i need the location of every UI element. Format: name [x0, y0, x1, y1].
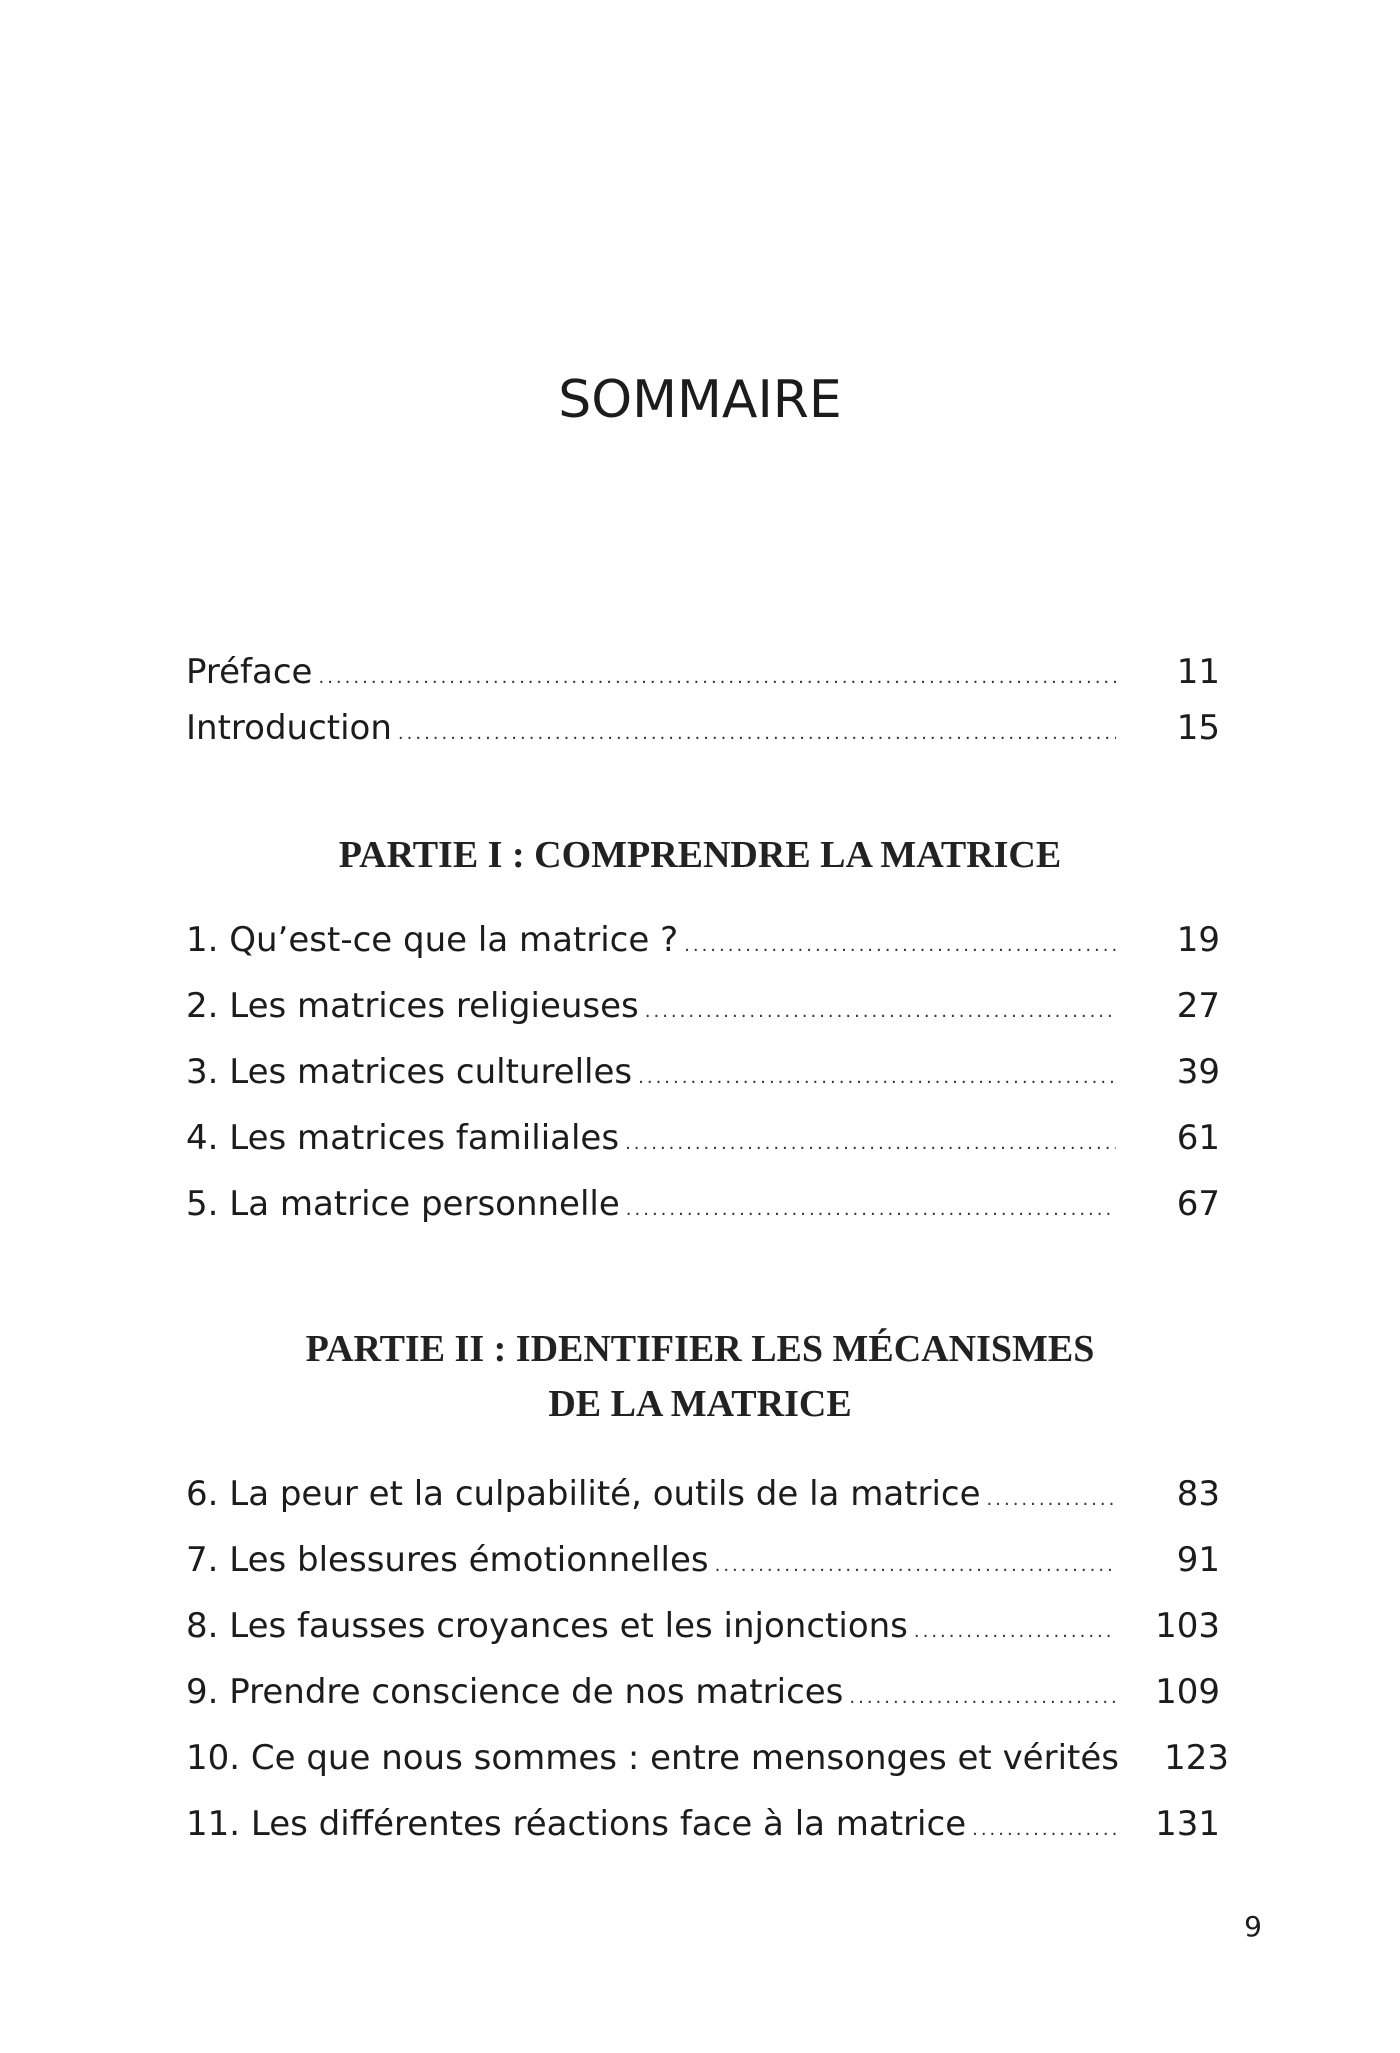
- dot-leader: [684, 922, 1116, 970]
- toc-entry-label: 4. Les matrices familiales: [186, 1118, 620, 1158]
- toc-entry-label: Introduction: [186, 708, 392, 748]
- toc-entry: [186, 1048, 1220, 1096]
- toc-entry: [186, 1180, 1220, 1228]
- toc-entry-label: 1. Qu’est-ce que la matrice ?: [186, 920, 679, 960]
- toc-entry-page: 67: [1176, 1184, 1220, 1224]
- toc-entry-page: 11: [1176, 652, 1220, 692]
- toc-entry: [186, 1536, 1220, 1584]
- toc-entry: [186, 916, 1220, 964]
- toc-entry-page: 131: [1155, 1804, 1220, 1844]
- dot-leader: [972, 1806, 1116, 1854]
- toc-entry-label: 11. Les différentes réactions face à la matrice: [186, 1804, 967, 1844]
- toc-entry-page: 123: [1164, 1738, 1229, 1778]
- toc-entry: [186, 982, 1220, 1030]
- toc-entry: [186, 1800, 1220, 1848]
- toc-entry-page: 19: [1176, 920, 1220, 960]
- toc-entry-label: 5. La matrice personnelle: [186, 1184, 620, 1224]
- dot-leader: [398, 710, 1116, 758]
- dot-leader: [987, 1476, 1116, 1524]
- toc-entry-page: 109: [1155, 1672, 1220, 1712]
- toc-entry-label: 9. Prendre conscience de nos matrices: [186, 1672, 844, 1712]
- dot-leader: [638, 1054, 1116, 1102]
- page-title: SOMMAIRE: [558, 369, 842, 430]
- dot-leader: [625, 1120, 1116, 1168]
- toc-entry-page: 91: [1176, 1540, 1220, 1580]
- toc-entry-label: Préface: [186, 652, 313, 692]
- dot-leader: [914, 1608, 1116, 1656]
- dot-leader: [318, 654, 1116, 702]
- toc-entry: [186, 1114, 1220, 1162]
- toc-entry-label: 6. La peur et la culpabilité, outils de la matrice: [186, 1474, 981, 1514]
- toc-entry-label: 8. Les fausses croyances et les injonctions: [186, 1606, 908, 1646]
- toc-entry-page: 83: [1176, 1474, 1220, 1514]
- part-heading: PARTIE I : COMPRENDRE LA MATRICE: [338, 834, 1062, 876]
- dot-leader: [626, 1186, 1116, 1234]
- toc-entry: [186, 1602, 1220, 1650]
- page-number: 9: [1244, 1910, 1262, 1943]
- toc-entry-label: 3. Les matrices culturelles: [186, 1052, 633, 1092]
- toc-entry-preface: [186, 648, 1220, 696]
- toc-entry-page: 15: [1176, 708, 1220, 748]
- toc-entry: [186, 1470, 1220, 1518]
- toc-entry: [186, 1668, 1220, 1716]
- dot-leader: [849, 1674, 1116, 1722]
- toc-entry-page: 61: [1176, 1118, 1220, 1158]
- toc-entry-label: 2. Les matrices religieuses: [186, 986, 639, 1026]
- toc-entry: [186, 1734, 1229, 1782]
- toc-entry-page: 39: [1176, 1052, 1220, 1092]
- toc-entry-page: 103: [1155, 1606, 1220, 1646]
- dot-leader: [715, 1542, 1116, 1590]
- part-heading-continued: DE LA MATRICE: [548, 1383, 852, 1425]
- toc-entry-label: 10. Ce que nous sommes : entre mensonges et vérités: [186, 1738, 1119, 1778]
- toc-entry-page: 27: [1176, 986, 1220, 1026]
- toc-entry-label: 7. Les blessures émotionnelles: [186, 1540, 709, 1580]
- part-heading: PARTIE II : IDENTIFIER LES MÉCANISMES: [305, 1328, 1095, 1370]
- dot-leader: [645, 988, 1116, 1036]
- toc-entry-introduction: [186, 704, 1220, 752]
